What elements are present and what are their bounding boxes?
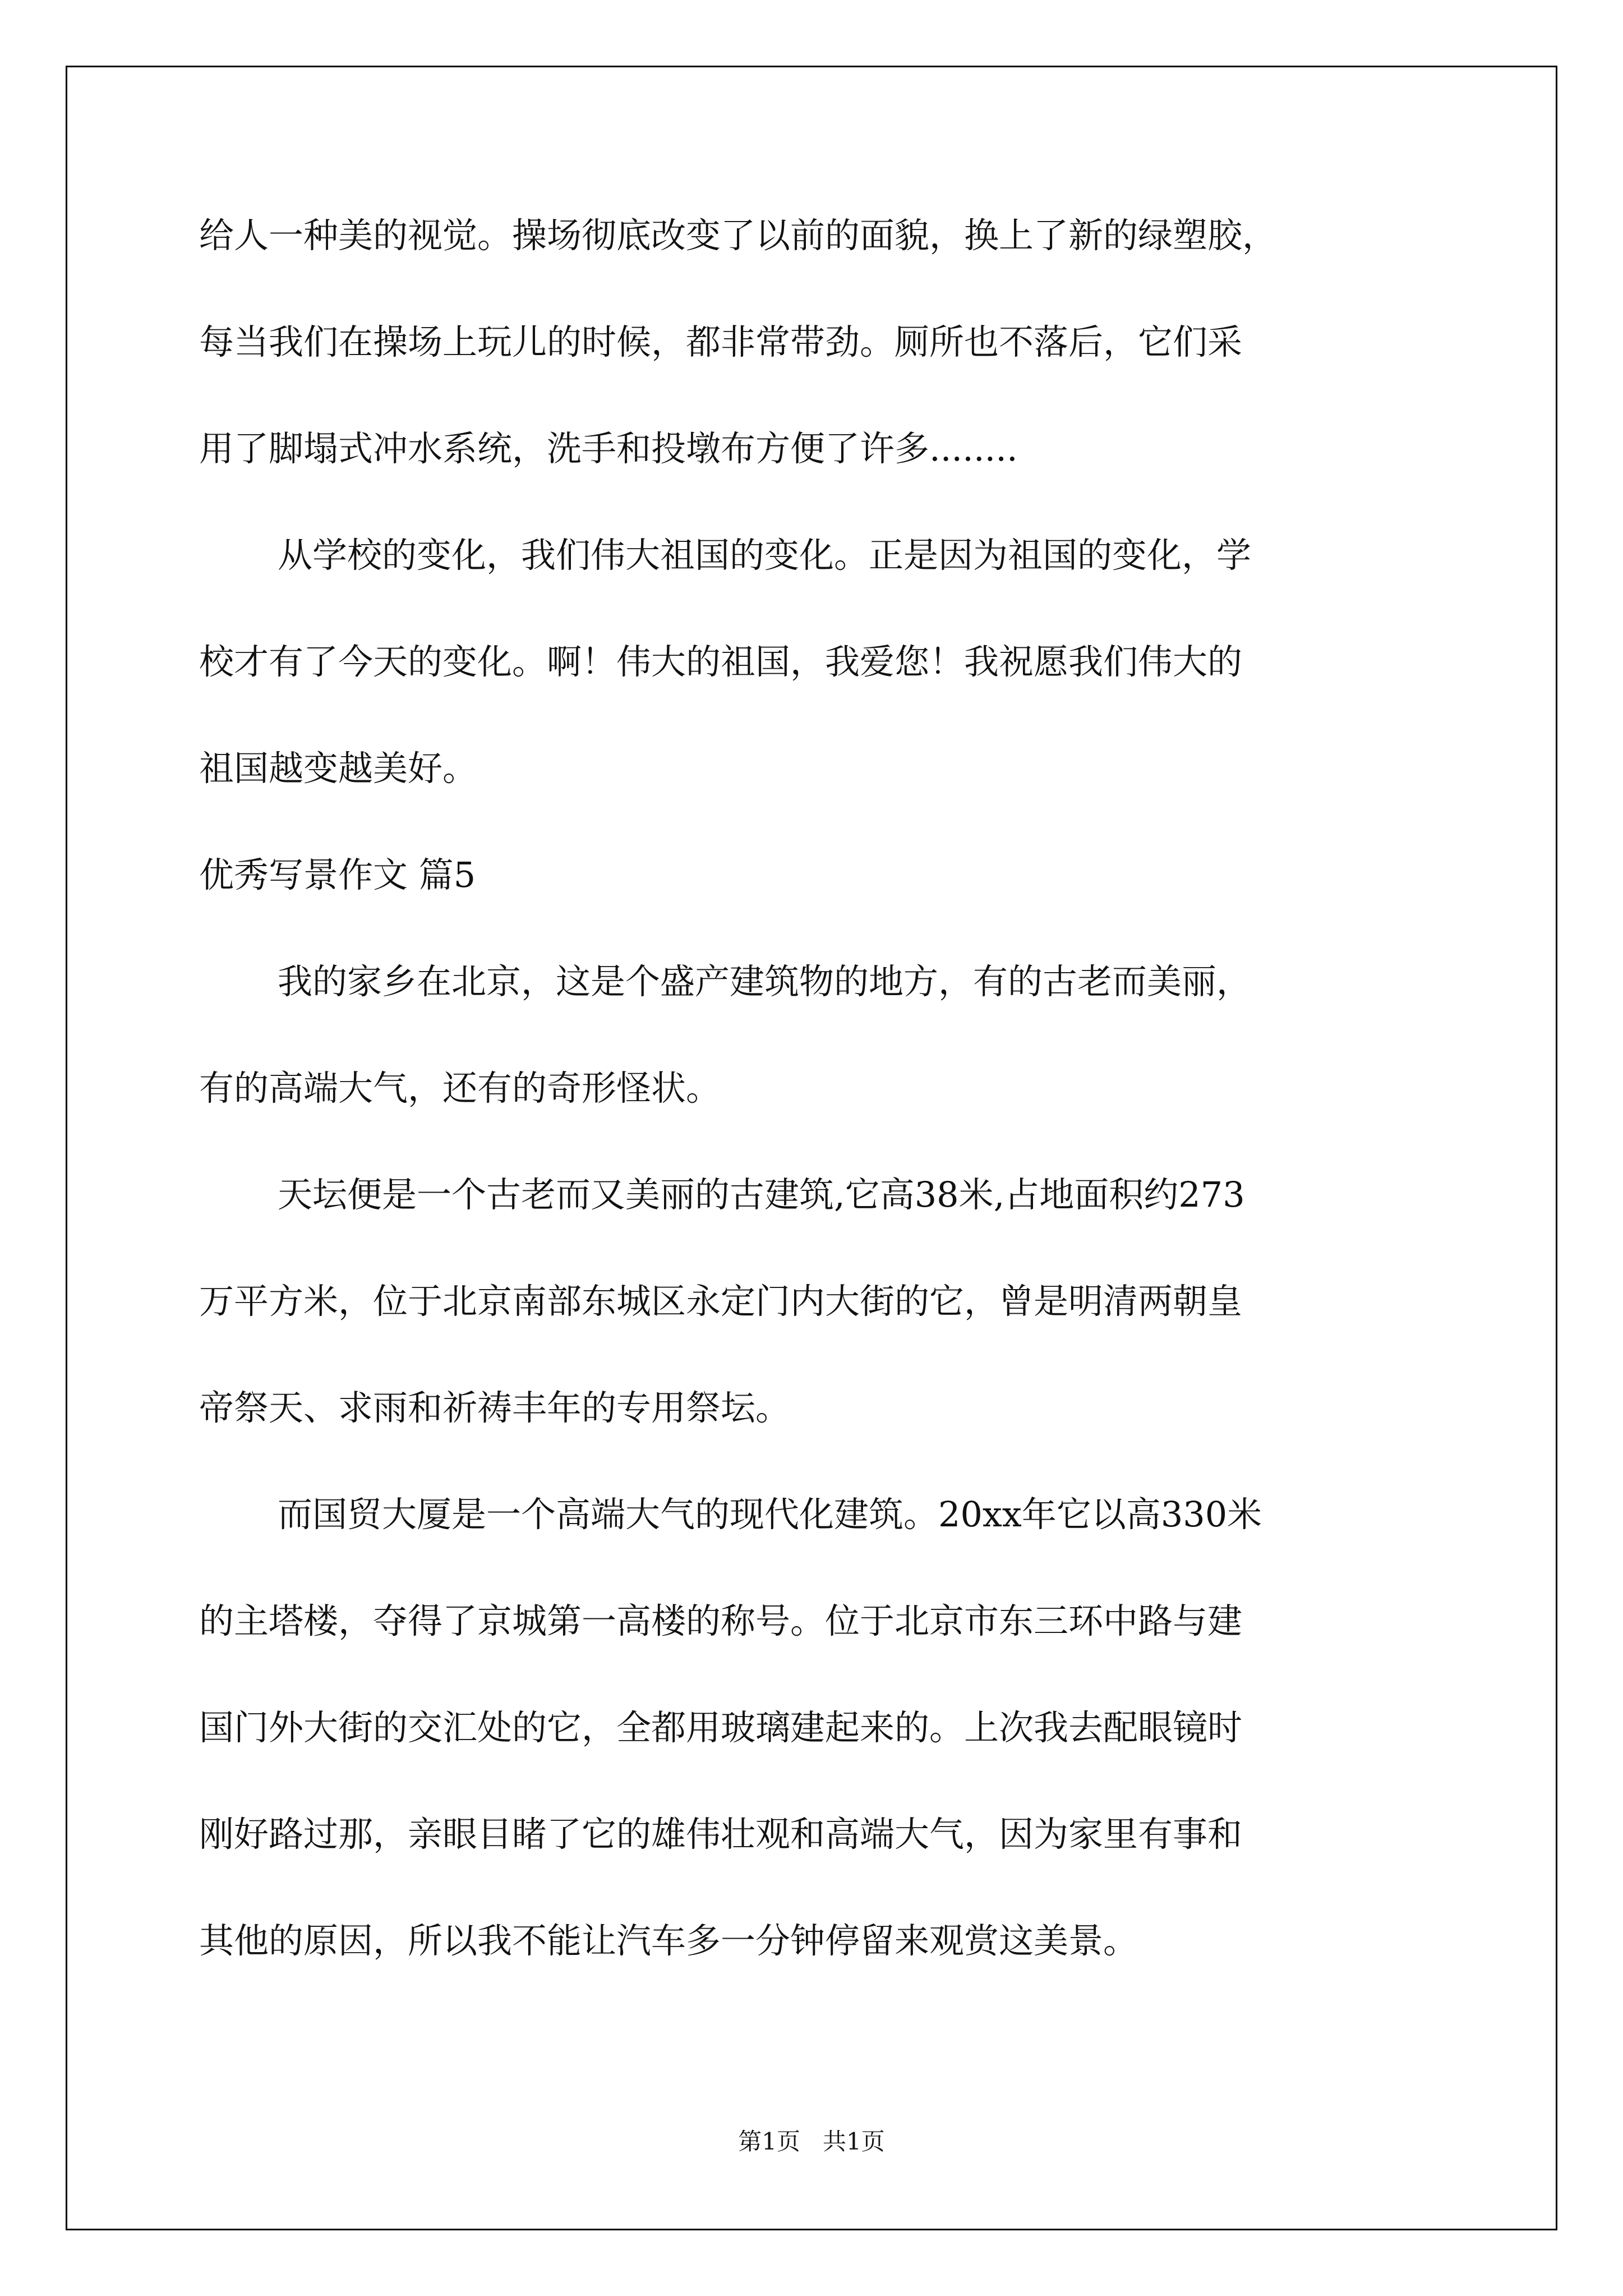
paragraph-start-line: 从学校的变化，我们伟大祖国的变化。正是因为祖国的变化，学 xyxy=(278,535,1252,576)
text-line: 校才有了今天的变化。啊！伟大的祖国，我爱您！我祝愿我们伟大的 xyxy=(199,641,1243,682)
text-line: 帝祭天、求雨和祈祷丰年的专用祭坛。 xyxy=(199,1387,791,1428)
page-footer: 第1页 共1页 xyxy=(738,2128,885,2155)
text-line: 给人一种美的视觉。操场彻底改变了以前的面貌，换上了新的绿塑胶， xyxy=(199,215,1278,256)
text-line: 每当我们在操场上玩儿的时候，都非常带劲。厕所也不落后，它们采 xyxy=(199,321,1243,362)
text-line: 祖国越变越美好。 xyxy=(199,748,478,789)
text-line: 的主塔楼，夺得了京城第一高楼的称号。位于北京市东三环中路与建 xyxy=(199,1600,1243,1641)
text-line: 刚好路过那，亲眼目睹了它的雄伟壮观和高端大气，因为家里有事和 xyxy=(199,1814,1243,1855)
section-heading: 优秀写景作文 篇5 xyxy=(199,854,476,895)
paragraph-start-line: 天坛便是一个古老而又美丽的古建筑,它高38米,占地面积约273 xyxy=(278,1174,1245,1215)
text-line: 有的高端大气，还有的奇形怪状。 xyxy=(199,1068,721,1108)
paragraph-start-line: 而国贸大厦是一个高端大气的现代化建筑。20xx年它以高330米 xyxy=(278,1494,1262,1535)
document-body xyxy=(199,213,1433,2025)
text-line: 其他的原因，所以我不能让汽车多一分钟停留来观赏这美景。 xyxy=(199,1920,1138,1961)
text-line: 国门外大街的交汇处的它，全都用玻璃建起来的。上次我去配眼镜时 xyxy=(199,1707,1243,1748)
text-line: 用了脚塌式冲水系统，洗手和投墩布方便了许多........ xyxy=(199,428,1018,469)
text-line: 万平方米，位于北京南部东城区永定门内大街的它，曾是明清两朝皇 xyxy=(199,1281,1243,1322)
paragraph-start-line: 我的家乡在北京，这是个盛产建筑物的地方，有的古老而美丽， xyxy=(278,961,1252,1002)
